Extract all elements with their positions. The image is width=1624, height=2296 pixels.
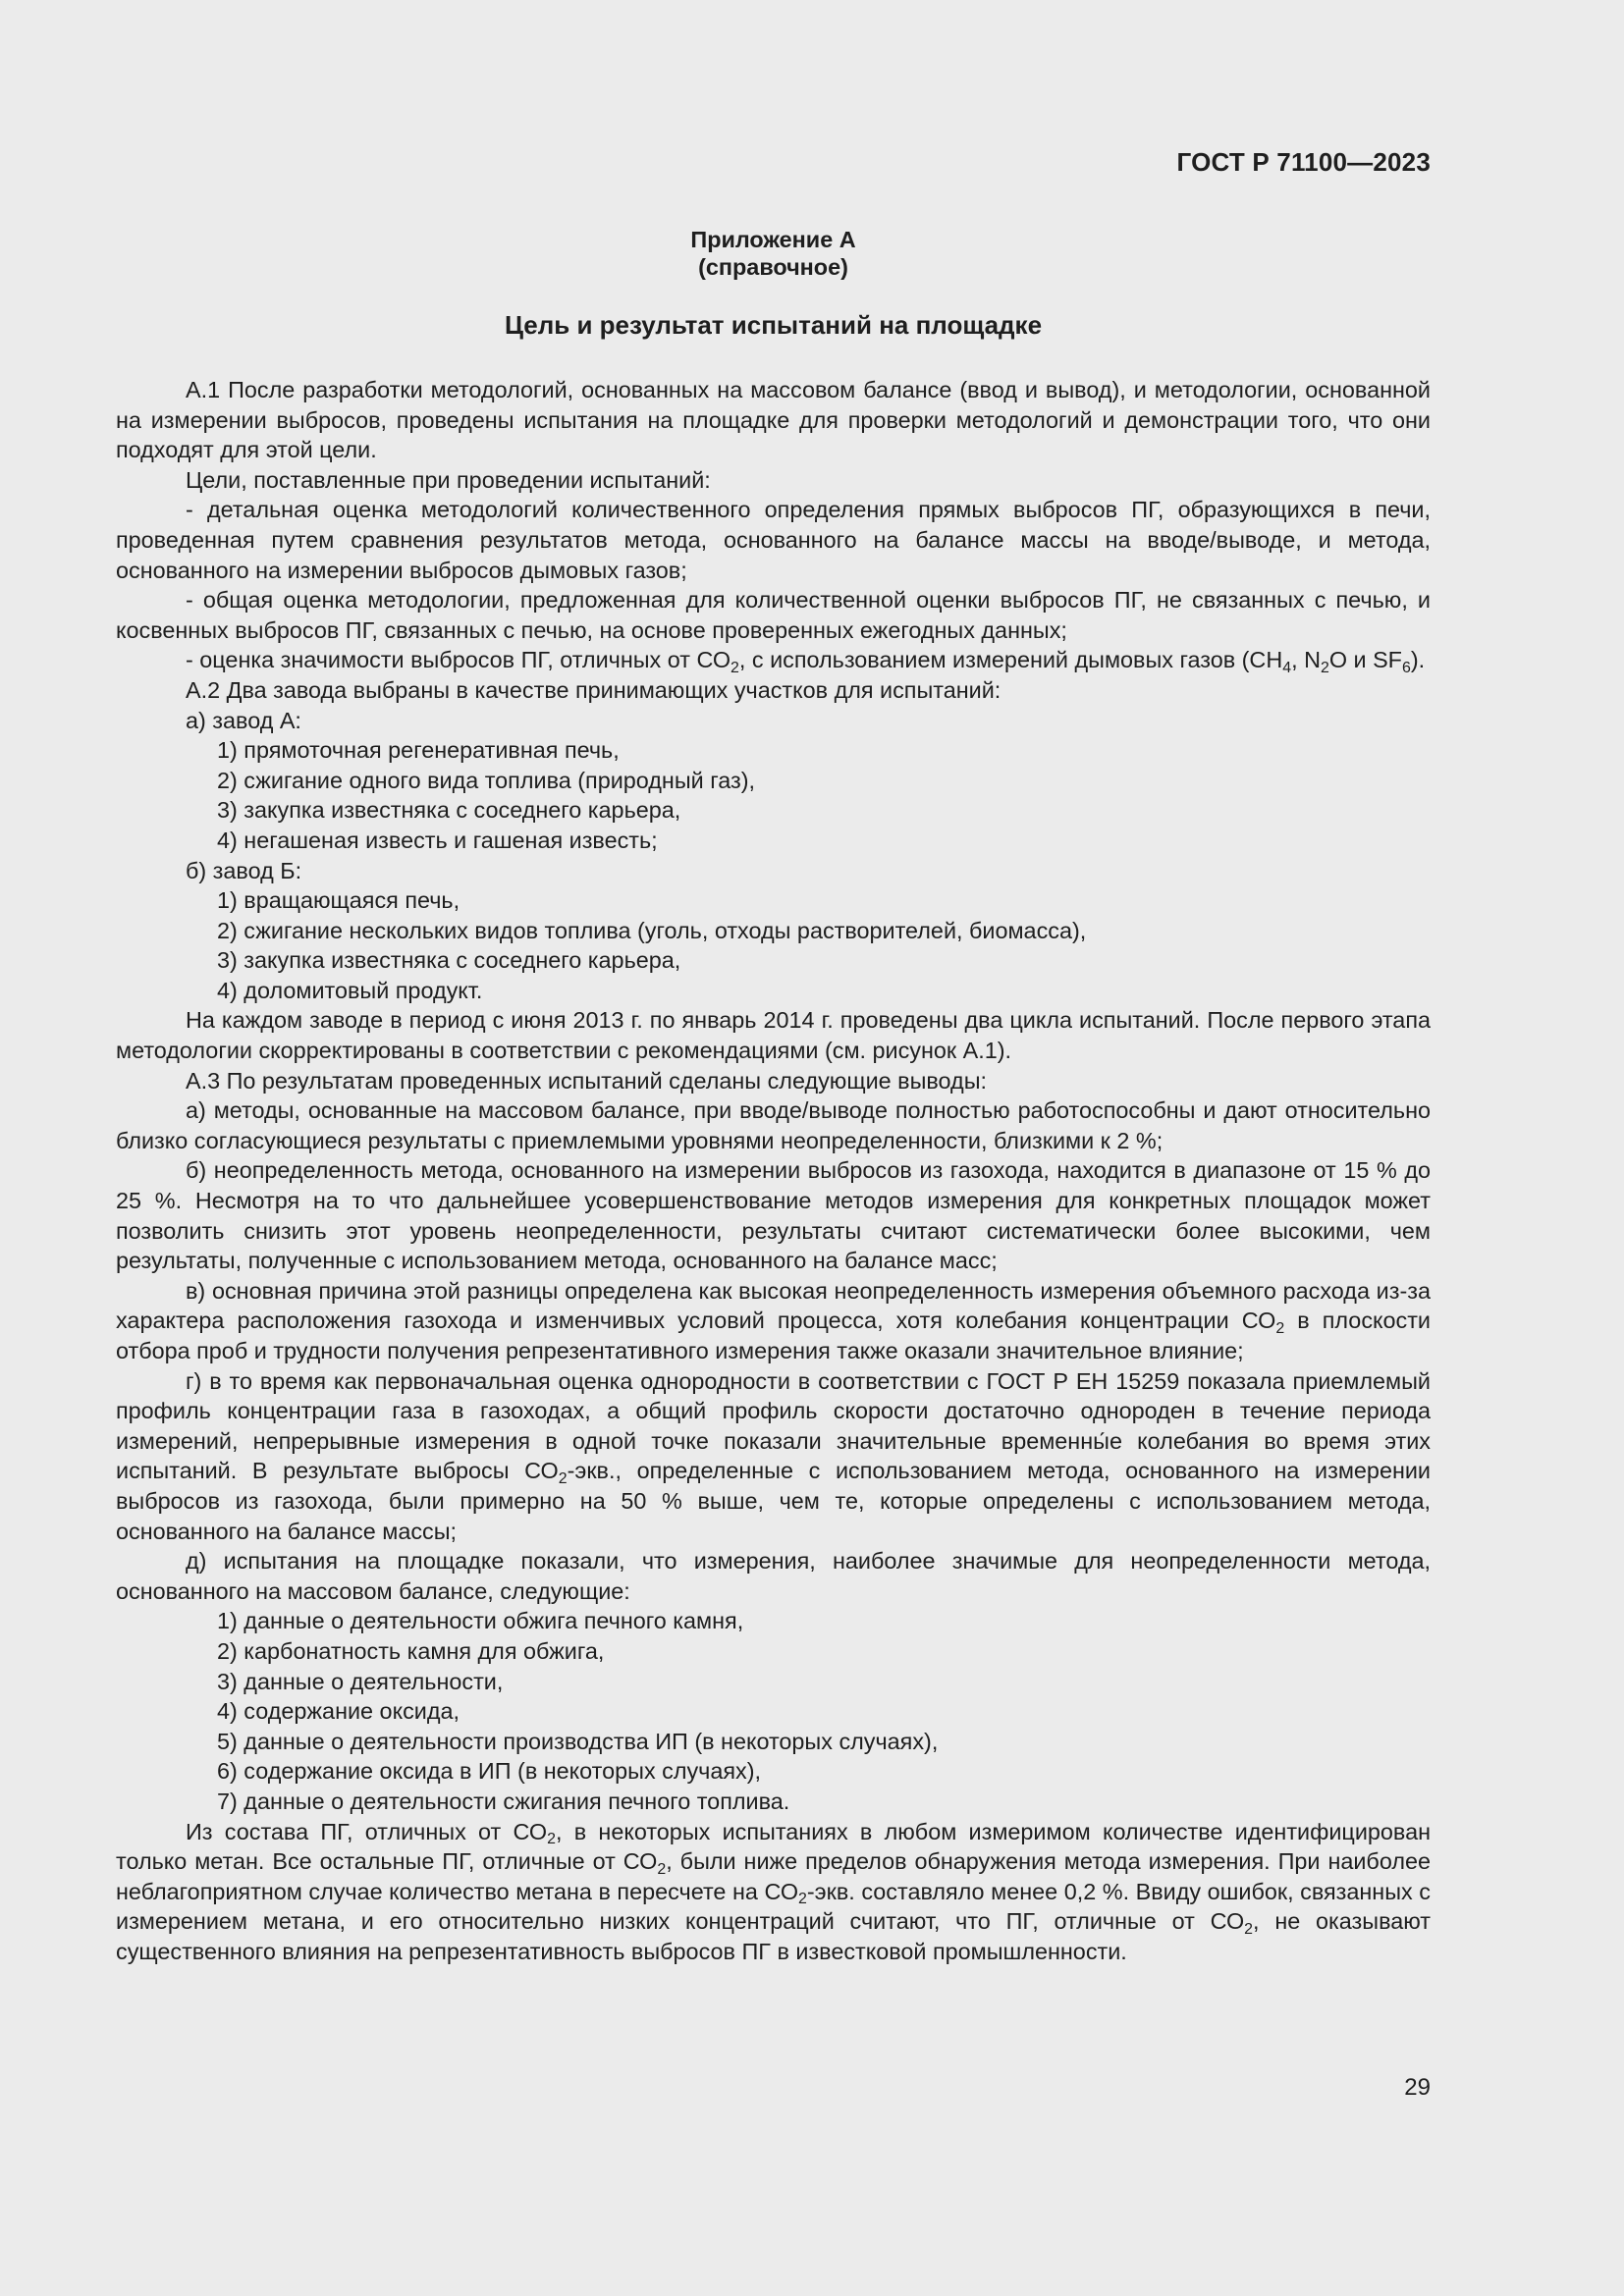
conclusion-item: в) основная причина этой разницы определена как высокая неопределенность измерения объемного расхода из-за характера расположения газохода и изменчивых условий процесса, хотя колебания концентрации $СО_2$ в плоскости отбора проб и трудности получения репрезентативного измерения также оказали значительное влияние;: [116, 1277, 1431, 1363]
page-number: 29: [1404, 2074, 1431, 2101]
conclusion-item: д) испытания на площадке показали, что измерения, наиболее значимые для неопределенности метода, основанного на массовом балансе, следующие:: [116, 1548, 1431, 1604]
list-item: 2) сжигание одного вида топлива (природный газ),: [217, 767, 755, 793]
plant-a-label: а) завод А:: [186, 707, 301, 733]
list-item: 4) доломитовый продукт.: [217, 977, 483, 1003]
document-code: ГОСТ Р 71100—2023: [1176, 147, 1431, 177]
conclusion-item: б) неопределенность метода, основанного на измерении выбросов из газохода, находится в диапазоне от 15 % до 25 %. Несмотря на то что дальнейшее усовершенствование методов измерения для конкретных площадок может позволить снизить этот уровень неопределенности, результаты считают систематически более высокими, чем результаты, полученные с использованием метода, основанного на балансе масс;: [116, 1157, 1431, 1274]
list-item: 6) содержание оксида в ИП (в некоторых случаях),: [217, 1758, 762, 1785]
list-item: 2) карбонатность камня для обжига,: [217, 1637, 605, 1664]
list-item: 4) содержание оксида,: [217, 1698, 460, 1725]
conclusion-item: а) методы, основанные на массовом балансе, при вводе/выводе полностью работоспособны и дают относительно близко согласующиеся результаты с приемлемыми уровнями неопределенности, близкими к 2 %;: [116, 1097, 1431, 1153]
page-content: [116, 226, 1431, 1966]
paragraph-a3: А.3 По результатам проведенных испытаний сделаны следующие выводы:: [186, 1067, 988, 1094]
annex-title: Приложение А: [690, 227, 856, 252]
paragraph-final: Из состава ПГ, отличных от $СО_2$, в некоторых испытаниях в любом измеримом количестве идентифицирован только метан. Все остальные ПГ, отличные от $СО_2$, были ниже пределов обнаружения метода измерения. При наиболее неблагоприятном случае количество метана в пересчете на $СО_2$-экв. составляло менее 0,2 %. Ввиду ошибок, связанных с измерением метана, и его относительно низких концентраций считают, что ПГ, отличные от $СО_2$, не оказывают существенного влияния на репрезентативность выбросов ПГ в известковой промышленности.: [116, 1818, 1431, 1964]
goal-item: - оценка значимости выбросов ПГ, отличных от $СО_2$, с использованием измерений дымовых газов ($СН_4$, $N_2О$ и $SF_6$).: [186, 647, 1426, 676]
conclusion-item: г) в то время как первоначальная оценка однородности в соответствии с ГОСТ Р ЕН 15259 показала приемлемый профиль концентрации газа в газоходах, а общий профиль скорости достаточно однороден в течение периода измерений, непрерывные измерения в одной точке показали значительные временны́е колебания во время этих испытаний. В результате выбросы $СО_2$-экв., определенные с использованием метода, основанного на измерении выбросов из газохода, были примерно на 50 % выше, чем те, которые определены с использованием метода, основанного на балансе массы;: [116, 1367, 1431, 1544]
paragraph-cycles: На каждом заводе в период с июня 2013 г. по январь 2014 г. проведены два цикла испытаний. После первого этапа методологии скорректированы в соответствии с рекомендациями (см. рисунок А.1).: [116, 1007, 1431, 1064]
list-item: 3) закупка известняка с соседнего карьера,: [217, 947, 681, 974]
list-item: 1) прямоточная регенеративная печь,: [217, 737, 620, 764]
annex-subtitle: (справочное): [698, 254, 848, 280]
list-item: 1) данные о деятельности обжига печного камня,: [217, 1608, 744, 1634]
goal-item: - детальная оценка методологий количественного определения прямых выбросов ПГ, образующихся в печи, проведенная путем сравнения результатов метода, основанного на балансе массы на вводе/выводе, и метода, основанного на измерении выбросов дымовых газов;: [116, 497, 1431, 583]
goal-item: - общая оценка методологии, предложенная для количественной оценки выбросов ПГ, не связанных с печью, и косвенных выбросов ПГ, связанных с печью, на основе проверенных ежегодных данных;: [116, 587, 1431, 643]
list-item: 2) сжигание нескольких видов топлива (уголь, отходы растворителей, биомасса),: [217, 917, 1087, 943]
goals-intro: Цели, поставленные при проведении испытаний:: [186, 466, 711, 493]
section-title: Цель и результат испытаний на площадке: [504, 310, 1043, 340]
list-item: 5) данные о деятельности производства ИП (в некоторых случаях),: [217, 1728, 939, 1754]
list-item: 3) данные о деятельности,: [217, 1668, 504, 1694]
list-item: 1) вращающаяся печь,: [217, 887, 460, 914]
plant-b-label: б) завод Б:: [186, 857, 302, 883]
list-item: 3) закупка известняка с соседнего карьера,: [217, 797, 681, 824]
list-item: 7) данные о деятельности сжигания печного топлива.: [217, 1788, 790, 1814]
paragraph-a2: А.2 Два завода выбраны в качестве принимающих участков для испытаний:: [186, 676, 1001, 703]
paragraph-a1: А.1 После разработки методологий, основанных на массовом балансе (ввод и вывод), и методологии, основанной на измерении выбросов, проведены испытания на площадке для проверки методологий и демонстрации того, что они подходят для этой цели.: [116, 377, 1431, 463]
list-item: 4) негашеная известь и гашеная известь;: [217, 827, 658, 853]
